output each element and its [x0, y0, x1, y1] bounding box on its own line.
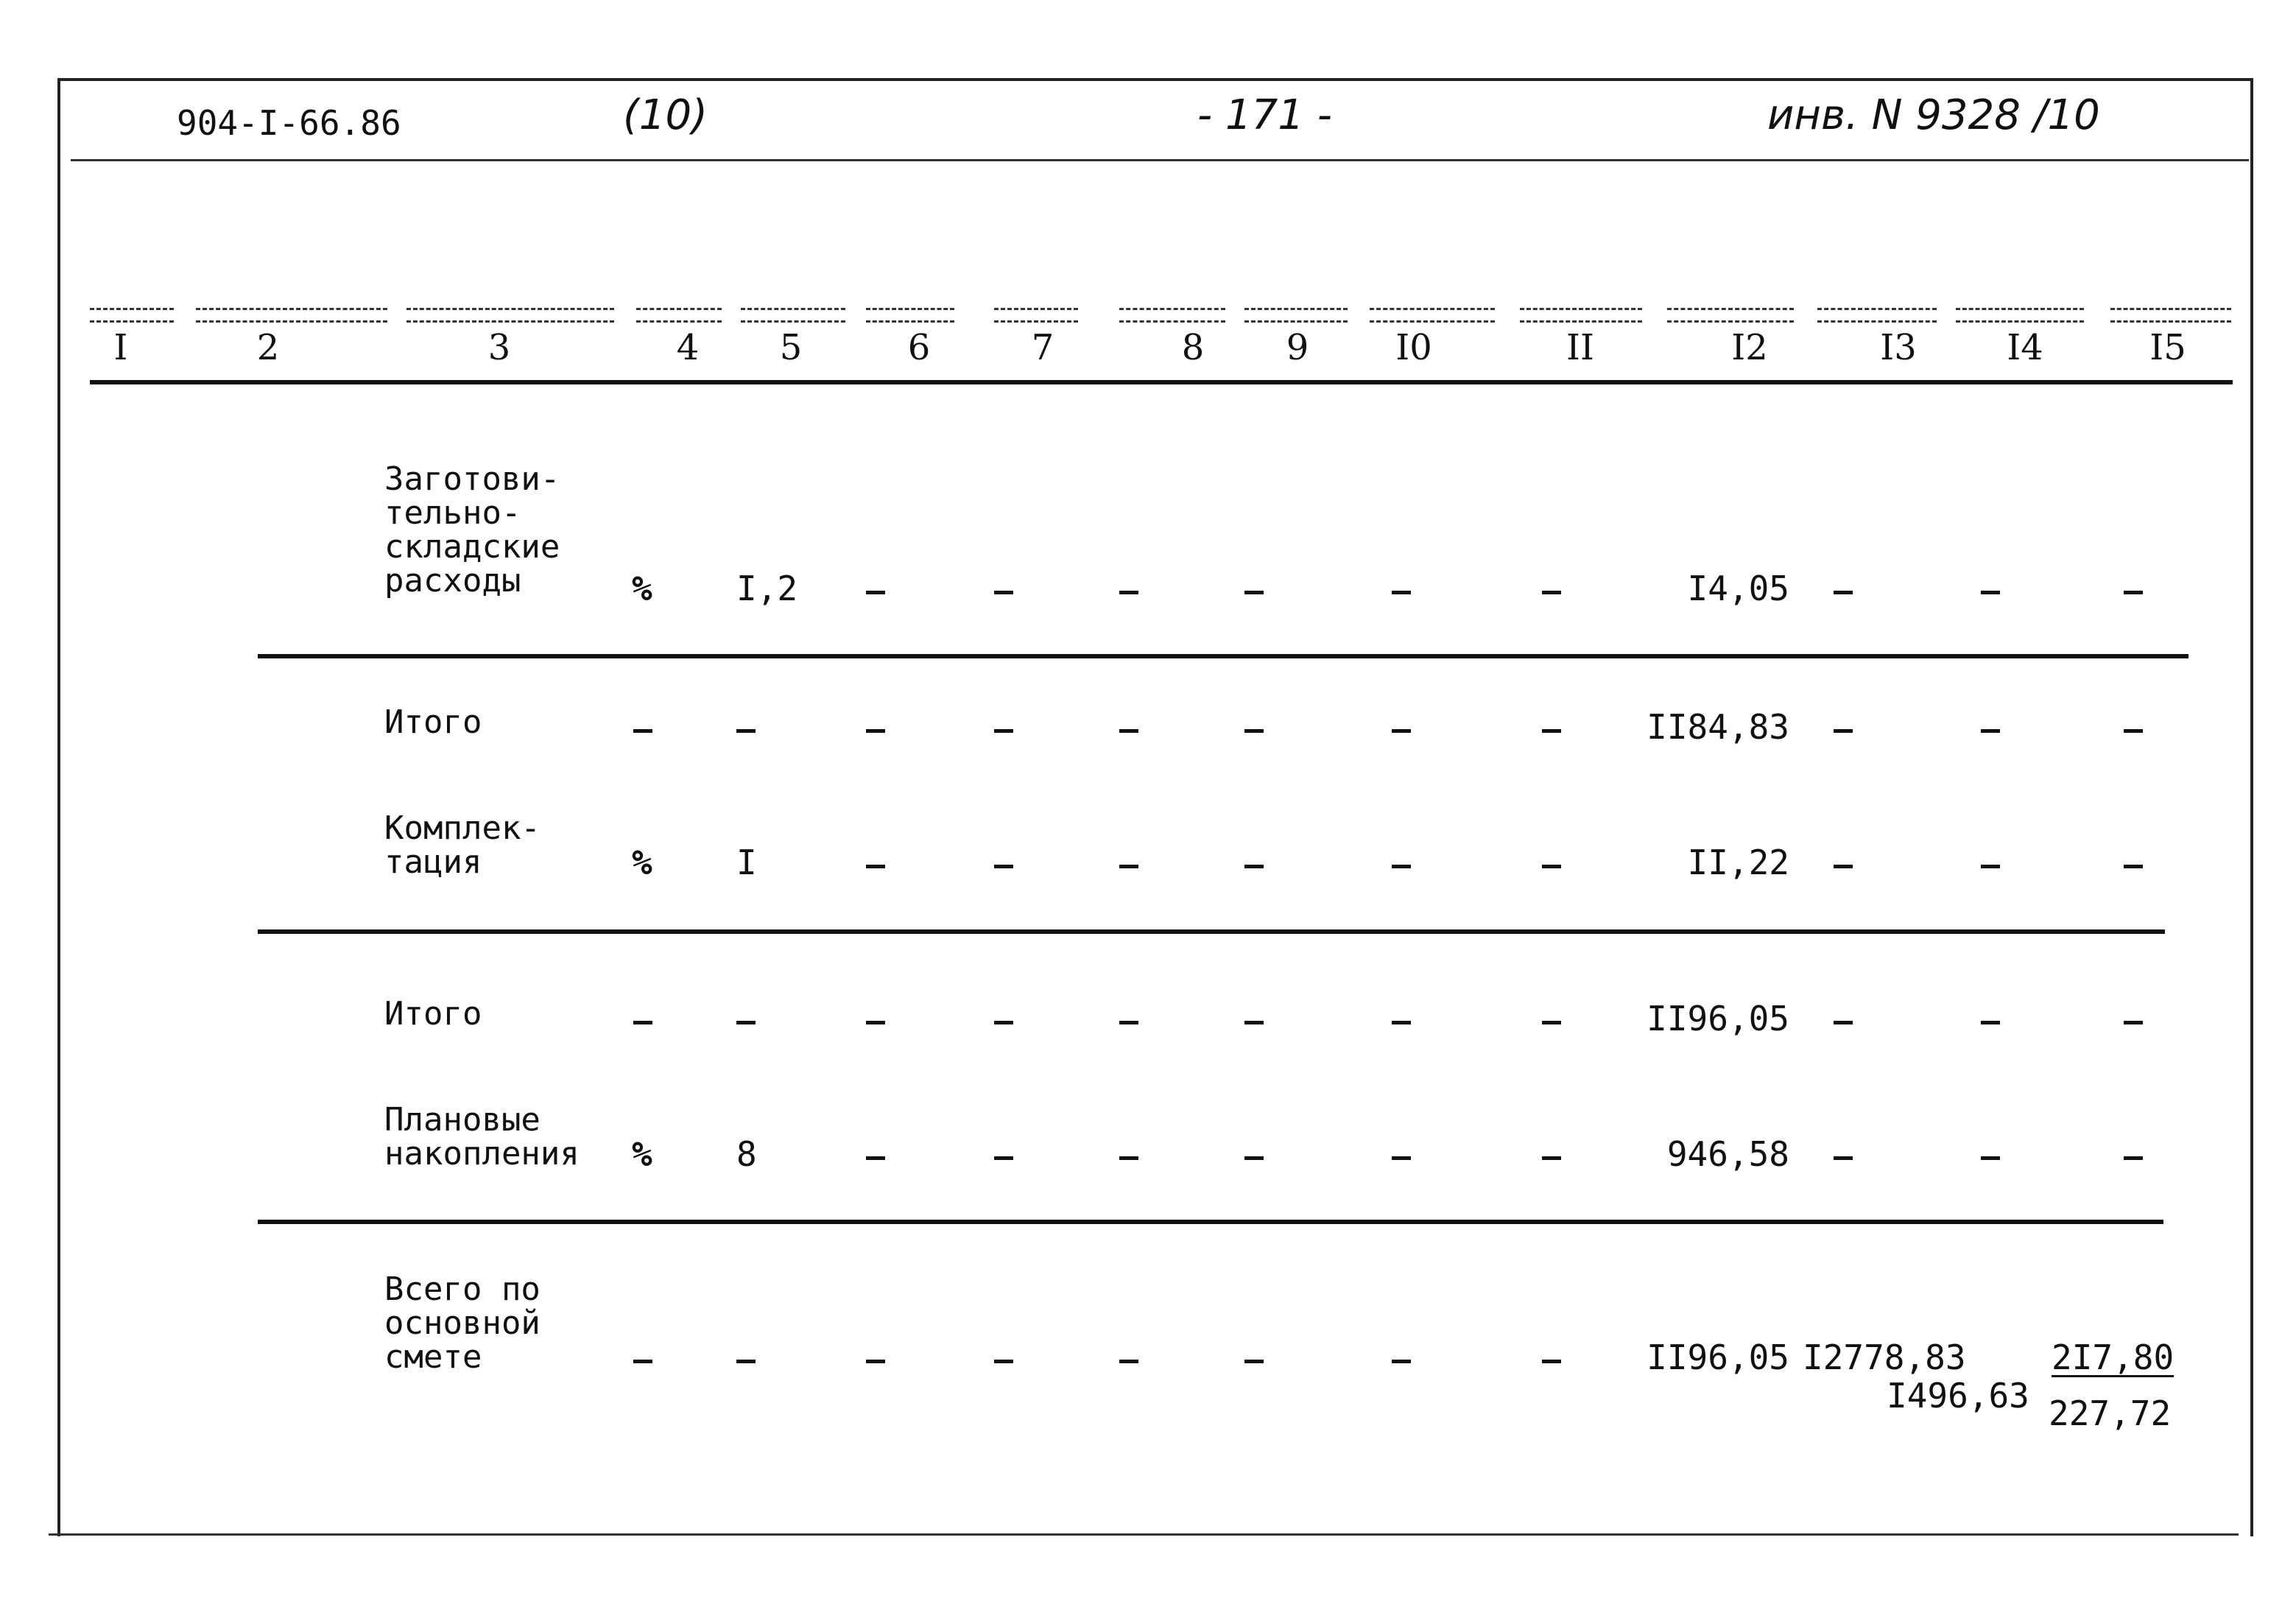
column-header-rule	[1817, 308, 1937, 323]
page-frame-right	[2250, 78, 2253, 1536]
empty-cell-dash	[2124, 1021, 2143, 1024]
empty-cell-dash	[994, 865, 1013, 868]
unit-cell: %	[632, 843, 652, 882]
empty-cell-dash	[1392, 1156, 1411, 1160]
column-header-underline	[90, 380, 2233, 384]
empty-cell-dash	[1119, 1021, 1138, 1024]
empty-cell-dash	[1392, 729, 1411, 733]
column-header-rule	[1370, 308, 1495, 323]
column-number: I4	[2007, 327, 2043, 368]
column-header-rule	[196, 308, 387, 323]
column-number: I5	[2149, 327, 2186, 368]
empty-cell-dash	[1542, 1156, 1561, 1160]
empty-cell-dash	[2124, 865, 2143, 868]
column-number: 6	[907, 327, 931, 368]
column-number: I0	[1395, 327, 1432, 368]
empty-cell-dash	[1119, 1156, 1138, 1160]
empty-cell-dash	[866, 729, 885, 733]
row-label: Итого	[384, 995, 482, 1033]
unit-cell: %	[632, 569, 652, 608]
rate-cell: 8	[736, 1134, 757, 1174]
column-header-rule	[406, 308, 614, 323]
page-frame-left	[57, 78, 60, 1536]
column-header-rule	[2110, 308, 2231, 323]
empty-cell-dash	[866, 1360, 885, 1363]
empty-cell-dash	[1542, 1021, 1561, 1024]
row-label: Всего по основной смете	[384, 1270, 540, 1376]
empty-cell-dash	[1392, 591, 1411, 594]
empty-cell-dash	[1119, 591, 1138, 594]
empty-cell-dash	[2124, 1156, 2143, 1160]
page-frame-top	[59, 78, 2253, 81]
column-header-rule	[1520, 308, 1642, 323]
row-separator	[258, 929, 2165, 934]
total-cell: 946,58	[1666, 1134, 1789, 1174]
col13-value: I2778,83	[1803, 1337, 1966, 1377]
row-separator	[258, 654, 2188, 658]
empty-cell-dash	[1119, 729, 1138, 733]
unit-dash	[633, 1360, 652, 1363]
empty-cell-dash	[1834, 729, 1853, 733]
empty-cell-dash	[1244, 1021, 1264, 1024]
column-number: 9	[1286, 327, 1309, 368]
empty-cell-dash	[1244, 865, 1264, 868]
empty-cell-dash	[2124, 591, 2143, 594]
column-number: I2	[1731, 327, 1768, 368]
empty-cell-dash	[994, 1156, 1013, 1160]
empty-cell-dash	[866, 865, 885, 868]
empty-cell-dash	[2124, 729, 2143, 733]
column-number: 2	[256, 327, 280, 368]
empty-cell-dash	[866, 591, 885, 594]
empty-cell-dash	[1981, 729, 2000, 733]
empty-cell-dash	[1542, 729, 1561, 733]
empty-cell-dash	[1981, 591, 2000, 594]
empty-cell-dash	[1981, 1156, 2000, 1160]
column-header-rule	[1667, 308, 1794, 323]
col15-numerator: 2I7,80	[2052, 1337, 2174, 1377]
column-number: 8	[1181, 327, 1205, 368]
unit-dash	[633, 729, 652, 733]
empty-cell-dash	[1834, 865, 1853, 868]
empty-cell-dash	[1244, 729, 1264, 733]
empty-cell-dash	[994, 1021, 1013, 1024]
column-header-rule	[994, 308, 1078, 323]
column-header-rule	[741, 308, 845, 323]
rate-cell: I	[736, 843, 757, 882]
empty-cell-dash	[1244, 1360, 1264, 1363]
row-label: Заготови- тельно- складские расходы	[384, 460, 560, 600]
document-code: 904-I-66.86	[177, 103, 401, 143]
column-number: 5	[779, 327, 803, 368]
sheet-number: (10)	[623, 91, 708, 139]
empty-cell-dash	[1119, 865, 1138, 868]
empty-cell-dash	[994, 729, 1013, 733]
empty-cell-dash	[1542, 865, 1561, 868]
column-number: I3	[1880, 327, 1917, 368]
page-number: - 171 -	[1197, 91, 1332, 139]
empty-cell-dash	[1834, 1156, 1853, 1160]
header-divider	[71, 159, 2249, 161]
empty-cell-dash	[1392, 1360, 1411, 1363]
column-number: I	[113, 327, 128, 368]
empty-cell-dash	[1119, 1360, 1138, 1363]
page-frame-bottom	[49, 1533, 2239, 1536]
empty-cell-dash	[1834, 1021, 1853, 1024]
total-cell: II96,05	[1647, 999, 1789, 1038]
empty-cell-dash	[1542, 1360, 1561, 1363]
unit-dash	[633, 1021, 652, 1024]
empty-cell-dash	[1981, 865, 2000, 868]
column-number: 4	[676, 327, 700, 368]
empty-cell-dash	[994, 591, 1013, 594]
empty-cell-dash	[1392, 1021, 1411, 1024]
col15-denominator: 227,72	[2049, 1393, 2172, 1433]
empty-cell-dash	[1244, 591, 1264, 594]
rate-dash	[736, 1021, 756, 1024]
column-header-rule	[1244, 308, 1348, 323]
column-header-rule	[1956, 308, 2084, 323]
empty-cell-dash	[1392, 865, 1411, 868]
row-label: Итого	[384, 703, 482, 741]
column-number: 3	[487, 327, 511, 368]
empty-cell-dash	[866, 1021, 885, 1024]
total-cell: I4,05	[1687, 569, 1789, 608]
unit-cell: %	[632, 1134, 652, 1174]
column-number: II	[1566, 327, 1594, 368]
column-number: 7	[1031, 327, 1054, 368]
empty-cell-dash	[866, 1156, 885, 1160]
empty-cell-dash	[1542, 591, 1561, 594]
column-header-rule	[636, 308, 722, 323]
total-cell: II84,83	[1647, 707, 1789, 747]
rate-cell: I,2	[736, 569, 798, 608]
column-header-rule	[90, 308, 174, 323]
column-header-rule	[1119, 308, 1225, 323]
rate-dash	[736, 1360, 756, 1363]
row-label: Плановые накопления	[384, 1101, 580, 1173]
row-separator	[258, 1220, 2163, 1224]
empty-cell-dash	[994, 1360, 1013, 1363]
empty-cell-dash	[1834, 591, 1853, 594]
column-header-rule	[866, 308, 954, 323]
row-label: Комплек- тация	[384, 809, 540, 881]
rate-dash	[736, 729, 756, 733]
empty-cell-dash	[1244, 1156, 1264, 1160]
total-cell: II,22	[1687, 843, 1789, 882]
inventory-number: инв. N 9328 /10	[1767, 91, 2100, 139]
col13-second-value: I496,63	[1887, 1376, 2029, 1416]
total-cell: II96,05	[1647, 1337, 1789, 1377]
empty-cell-dash	[1981, 1021, 2000, 1024]
